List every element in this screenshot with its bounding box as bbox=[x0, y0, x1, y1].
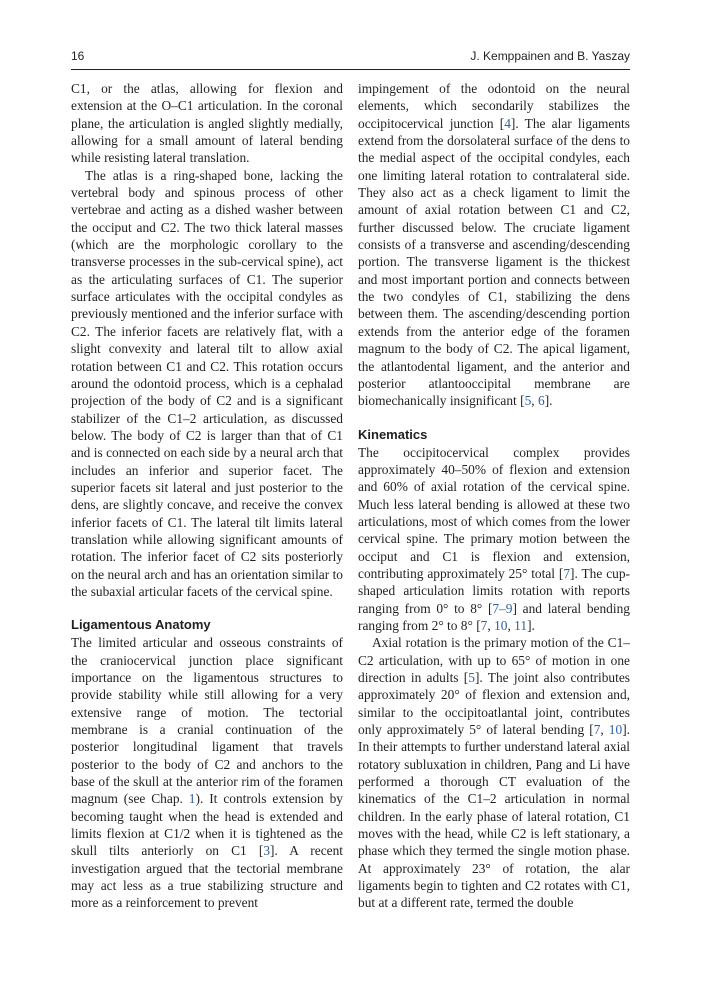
text-run: ]. The alar ligaments extend from the dorsolateral surface of the dens to the medial aspect of the occipital condyles, each one limiting lateral rotation to contralateral side. They also act as a check ligament to limit the amount of axial rotation between C1 and C2, further discussed below. The cruciate ligament consists of a transverse and ascending/descending portion. The transverse ligament is the thickest and most important portion and connects between the two condyles of C1, stabilizing the dens between them. The ascending/descending portion extends from the anterior edge of the foramen magnum to the body of C2. The apical ligament, the atlantodental ligament, and the anterior and posterior atlantooccipital membrane are biomechanically insignificant [ bbox=[358, 115, 630, 409]
heading-kinematics: Kinematics bbox=[358, 426, 428, 442]
citation-link[interactable]: 7–9 bbox=[492, 600, 513, 616]
paragraph-kinematics bbox=[358, 444, 630, 635]
text-run: ). It controls extension by becoming taught when the head is extended and limits flexion at C1/2 when it is tightened as the skull tilts anteriorly on C1 [ bbox=[71, 791, 344, 859]
heading-ligamentous-anatomy: Ligamentous Anatomy bbox=[71, 617, 211, 633]
text-run: , bbox=[600, 722, 609, 738]
page-header bbox=[71, 49, 630, 67]
citation-link[interactable]: 10 bbox=[494, 617, 508, 633]
paragraph-axial-rotation bbox=[358, 634, 630, 912]
citation-link[interactable]: 5 bbox=[524, 393, 532, 409]
citation-link[interactable]: 6 bbox=[538, 393, 545, 409]
text-run: The limited articular and osseous constraints of the craniocervical junction place significant importance on the ligamentous structures to provide stability while still allowing for a very extensive range of motion. The tectorial membrane is a cranial continuation of the posterior longitudinal ligament that travels posterior to the body of C2 and anchors to the base of the skull at the anterior rim of the foramen magnum (see Chap. bbox=[71, 635, 343, 807]
text-run: ]. bbox=[544, 393, 553, 409]
text-run: ] and lateral bending ranging from 2° to 8° [ bbox=[358, 600, 630, 633]
citation-link[interactable]: 7 bbox=[480, 617, 488, 633]
text-run: ]. The cup-shaped articulation limits rotation with reports ranging from 0° to 8° [ bbox=[358, 565, 630, 616]
text-run: ]. The joint also contributes approximately 20° of flexion and extension and, similar to the occipitoatlantal joint, contributes only approximately 5° of lateral bending [ bbox=[358, 670, 630, 738]
page-number: 16 bbox=[71, 49, 85, 63]
citation-link[interactable]: 5 bbox=[468, 670, 475, 685]
text-run: , bbox=[487, 617, 495, 633]
citation-link[interactable]: 3 bbox=[263, 843, 271, 859]
citation-link[interactable]: 7 bbox=[593, 722, 601, 738]
right-column bbox=[358, 80, 630, 912]
text-run: ]. A recent investigation argued that the tectorial membrane may act less as a true stabilizing structure and more as a reinforcement to prevent bbox=[71, 843, 343, 911]
text-run: , bbox=[507, 617, 515, 633]
text-run: ]. In their attempts to further understand lateral axial rotatory subluxation in children, Pang and Li have performed a thorough CT evaluation of the kinematics of the C1–2 articulation in normal children. In the early phase of lateral rotation, C1 moves with the head, while C2 is left stationary, a phase which they termed the single motion phase. At approximately 23° of rotation, the alar ligaments begin to tighten and C2 rotates with C1, but at a different rate, termed the double bbox=[358, 722, 630, 911]
paragraph-ligamentous-anatomy bbox=[71, 634, 343, 912]
left-column bbox=[71, 80, 343, 912]
text-run: impingement of the odontoid on the neural elements, which secondarily stabilizes the occipitocervical junction [ bbox=[358, 81, 630, 131]
header-rule bbox=[71, 69, 630, 70]
paragraph-atlas-flexion: C1, or the atlas, allowing for flexion and extension at the O–C1 articulation. In the coronal plane, the articulation is angled slightly medially, allowing for a small amount of lateral bending while resisting lateral translation. bbox=[71, 81, 343, 166]
text-run: , bbox=[531, 393, 538, 409]
citation-link[interactable]: 7 bbox=[563, 565, 571, 581]
citation-link[interactable]: 4 bbox=[504, 115, 511, 131]
text-run: ]. bbox=[527, 617, 535, 633]
citation-link[interactable]: 10 bbox=[608, 722, 623, 738]
chapter-reference-link[interactable]: 1 bbox=[188, 791, 196, 807]
paragraph-atlas-description: The atlas is a ring-shaped bone, lacking the vertebral body and spinous process of other vertebrae and acting as a dished washer between the occiput and C2. The two thick lateral masses (which are the morphologic corollary to the transverse processes in the sub-cervical spine), act as the articulating surfaces of C1. The superior surface articulates with the occipital condyles as previously mentioned and the inferior surface with C2. The inferior facets are relatively flat, with a slight convexity and lateral tilt to allow axial rotation between C1 and C2. This rotation occurs around the odontoid process, which is a cephalad projection of the body of C2 and is a significant stabilizer of the C1–2 articulation, as discussed below. The body of C2 is larger than that of C1 and is connected on each side by a neural arch that includes an inferior and superior facet. The superior facets sit lateral and just posterior to the dens, are slightly concave, and receive the convex inferior facets of C1. The lateral tilt limits lateral translation while allowing significant amounts of rotation. The inferior facet of C2 sits posteriorly on the neural arch and has an orientation similar to the subaxial articular facets of the cervical spine. bbox=[71, 167, 343, 599]
paragraph-ligaments-continued bbox=[358, 80, 630, 410]
citation-link[interactable]: 11 bbox=[514, 617, 528, 633]
text-run: Axial rotation is the primary motion of the C1–C2 articulation, with up to 65° of motion in one direction in adults [ bbox=[358, 635, 630, 685]
text-run: The occipitocervical complex provides approximately 40–50% of flexion and extension and 60% of axial rotation of the cervical spine. Much less lateral bending is allowed at these two articulations, most of which comes from the lower cervical spine. The primary motion between the occiput and C1 is flexion and extension, contributing approximately 25° total [ bbox=[358, 444, 630, 581]
running-head-authors: J. Kemppainen and B. Yaszay bbox=[470, 49, 630, 63]
